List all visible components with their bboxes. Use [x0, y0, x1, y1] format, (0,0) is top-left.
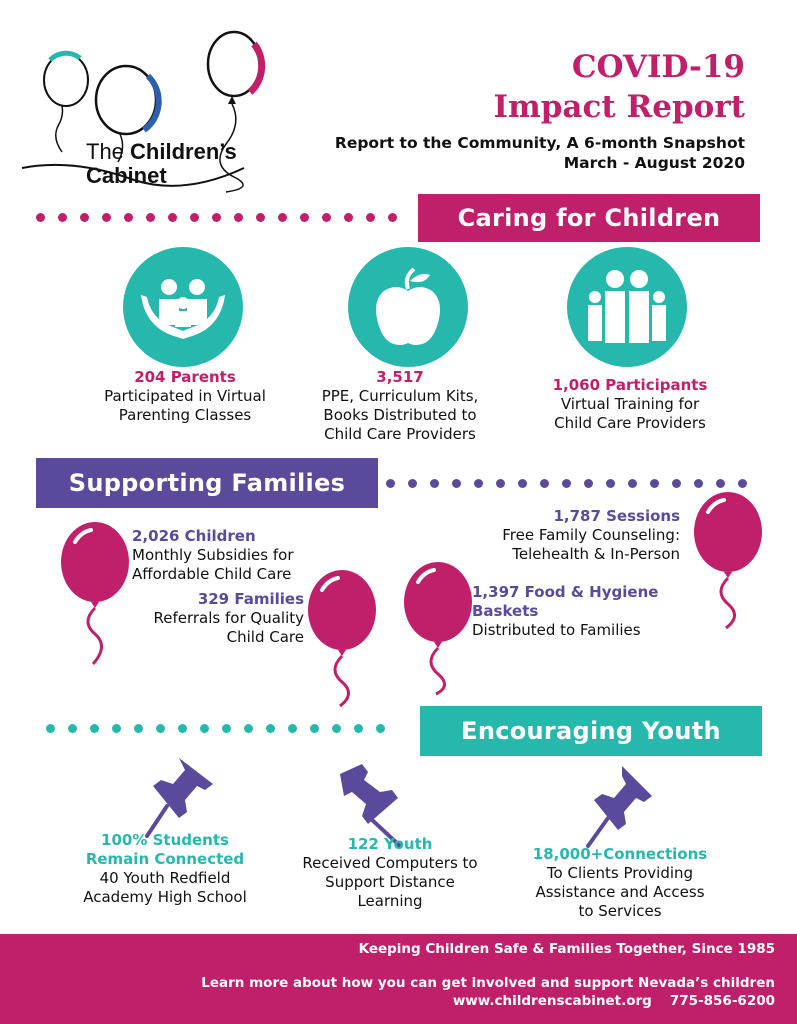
- stat-highlight: 100% Students: [101, 831, 229, 849]
- footer-tagline: Keeping Children Safe & Families Together, Since 1985: [358, 941, 775, 957]
- stat-highlight: 329 Families: [197, 590, 304, 608]
- stat-connections: [510, 845, 730, 921]
- stat-line: Virtual Training for: [560, 395, 700, 413]
- caring-banner: Caring for Children: [418, 194, 760, 242]
- stat-line: Telehealth & In-Person: [512, 545, 680, 563]
- stat-students: [60, 831, 270, 907]
- stat-highlight: 122 Youth: [347, 835, 433, 853]
- stat-line: Books Distributed to: [323, 406, 477, 424]
- stat-line: Learning: [357, 892, 423, 910]
- stat-line: PPE, Curriculum Kits,: [321, 387, 479, 405]
- purple-dot-rule: [386, 479, 760, 488]
- stat-families: [120, 590, 304, 647]
- family-group-icon: [567, 247, 687, 367]
- family-in-hands-icon: [123, 247, 243, 367]
- stat-line: Child Care Providers: [324, 425, 476, 443]
- stat-highlight: 204 Parents: [134, 368, 236, 386]
- stat-children: [132, 527, 332, 584]
- stat-line: 40 Youth Redfield: [99, 869, 231, 887]
- website-link[interactable]: www.childrenscabinet.org: [452, 993, 652, 1009]
- stat-highlight: 3,517: [376, 368, 424, 386]
- logo-prefix: The: [86, 139, 131, 164]
- phone-number[interactable]: 775-856-6200: [669, 993, 775, 1009]
- page-title-line2: Impact Report: [493, 89, 745, 125]
- stat-line: Support Distance: [325, 873, 455, 891]
- stat-highlight: Remain Connected: [85, 850, 245, 868]
- subtitle-line2: March - August 2020: [563, 154, 745, 172]
- pink-dot-rule: [36, 213, 410, 222]
- logo-wordmark: [86, 140, 246, 188]
- stat-sessions: [460, 507, 680, 564]
- youth-banner: Encouraging Youth: [420, 706, 762, 756]
- footer-bar: [0, 934, 797, 1024]
- stat-parents: [60, 368, 310, 425]
- stat-line: Assistance and Access: [535, 883, 705, 901]
- stat-line: Distributed to Families: [472, 621, 641, 639]
- apple-icon: [348, 247, 468, 367]
- stat-line: Academy High School: [83, 888, 247, 906]
- teal-dot-rule: [46, 724, 398, 733]
- balloon-icon: [302, 570, 382, 750]
- stat-youth: [290, 835, 490, 911]
- pushpin-icon: [143, 752, 223, 842]
- logo-bold: Children’s: [130, 139, 237, 164]
- stat-line: Child Care Providers: [554, 414, 706, 432]
- stat-highlight: 18,000+Connections: [532, 845, 708, 863]
- footer-contact: [453, 992, 775, 1010]
- stat-line: Referrals for Quality: [153, 609, 304, 627]
- footer-cta: Learn more about how you can get involved and support Nevada’s children: [201, 975, 775, 991]
- logo-line2: Cabinet: [86, 163, 167, 188]
- pushpin-icon: [580, 762, 660, 852]
- stat-line: Parenting Classes: [118, 406, 252, 424]
- stat-line: Free Family Counseling:: [502, 526, 680, 544]
- stat-highlight: 2,026 Children: [132, 527, 256, 545]
- subtitle-line1: Report to the Community, A 6-month Snapshot: [334, 134, 745, 152]
- supporting-banner: Supporting Families: [36, 458, 378, 508]
- stat-ppe: [290, 368, 510, 444]
- stat-line: Participated in Virtual: [104, 387, 266, 405]
- stat-line: Child Care: [226, 628, 304, 646]
- stat-line: Affordable Child Care: [132, 565, 292, 583]
- stat-participants: [510, 376, 750, 433]
- stat-line: Received Computers to: [302, 854, 478, 872]
- balloon-icon: [688, 492, 768, 672]
- stat-highlight: 1,787 Sessions: [553, 507, 680, 525]
- stat-highlight: 1,060 Participants: [552, 376, 708, 394]
- stat-baskets: [472, 583, 702, 640]
- stat-line: Monthly Subsidies for: [132, 546, 294, 564]
- stat-line: To Clients Providing: [546, 864, 694, 882]
- page-title-line1: COVID-19: [571, 49, 745, 85]
- stat-line: to Services: [578, 902, 662, 920]
- stat-highlight: 1,397 Food & Hygiene: [472, 583, 659, 601]
- stat-highlight: Baskets: [472, 602, 539, 620]
